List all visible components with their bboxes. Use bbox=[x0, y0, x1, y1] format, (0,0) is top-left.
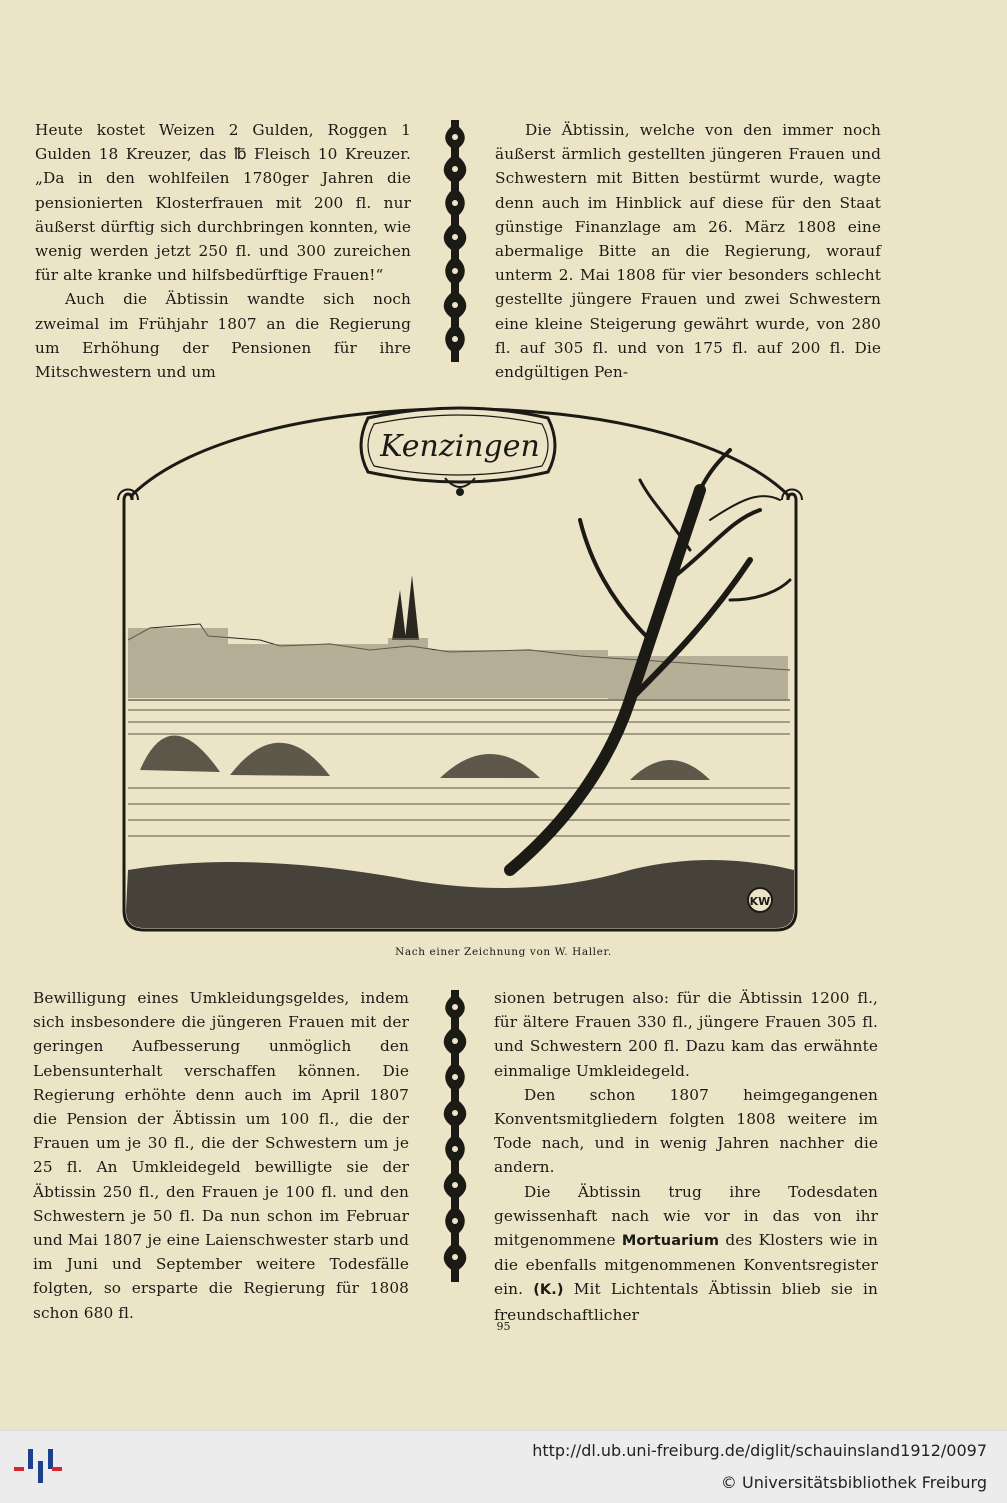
document-url-link[interactable]: http://dl.ub.uni-freiburg.de/diglit/schauinsland1912/0097 bbox=[532, 1441, 987, 1460]
artist-monogram: KW bbox=[749, 895, 771, 908]
page-number: 95 bbox=[496, 1320, 511, 1333]
text-column-top-left bbox=[35, 118, 411, 384]
kenzingen-illustration bbox=[110, 400, 810, 940]
illustration-caption: Nach einer Zeichnung von W. Haller. bbox=[395, 946, 612, 958]
text-column-bottom-right bbox=[494, 986, 878, 1327]
text-run: Mit Lichtentals Äbtissin blieb sie in freundschaftlicher bbox=[494, 1280, 878, 1324]
library-footer bbox=[0, 1430, 1007, 1503]
mortuarium-bold: Mortuarium bbox=[621, 1233, 720, 1250]
text-column-top-right bbox=[495, 118, 881, 384]
copyright-notice: © Universitätsbibliothek Freiburg bbox=[720, 1473, 987, 1492]
text-run: des Klosters wie in die ebenfalls mitgenommenen Konventsregister ein. bbox=[494, 1231, 878, 1299]
text-column-bottom-left bbox=[33, 986, 409, 1325]
vertical-ornament-top bbox=[438, 120, 472, 362]
paragraph: sionen betrugen also: für die Äbtissin 1200 fl., für ältere Frauen 330 fl., jüngere Frauen 305 fl. und Schwestern 200 fl. Dazu kam das erwähnte einmalige Umkleidegeld. bbox=[494, 989, 878, 1080]
vertical-ornament-bottom bbox=[438, 990, 472, 1282]
source-reference: (K.) bbox=[533, 1282, 564, 1299]
paragraph bbox=[494, 1180, 878, 1327]
paragraph: Den schon 1807 heimgegangenen Konventsmitgliedern folgten 1808 weitere im Tode nach, und in wenig Jahren nachher die andern. bbox=[494, 1085, 878, 1177]
paragraph: Die Äbtissin, welche von den immer noch äußerst ärmlich gestellten jüngeren Frauen und Schwestern mit Bitten bestürmt wurde, wagte denn auch im Hinblick auf diese für den Staat günstige Finanzlage am 26. März 1808 eine abermalige Bitte an die Regierung, worauf unterm 2. Mai 1808 für vier besonders schlecht gestellte jüngere Frauen und zwei Schwestern eine kleine Steigerung gewährt wurde, von 280 fl. auf 305 fl. und von 175 fl. auf 200 fl. Die endgültigen Pen- bbox=[495, 121, 881, 382]
illustration-title: Kenzingen bbox=[380, 429, 540, 464]
paragraph: Bewilligung eines Umkleidungsgeldes, indem sich insbesondere die jüngeren Frauen mit der geringen Aufbesserung unmöglich den Lebensunterhalt verschaffen können. Die Regierung erhöhte denn auch im April 1807 die Pension der Äbtissin um 100 fl., die der Frauen um je 30 fl., die der Schwestern um je 25 fl. An Umkleidegeld bewilligte sie der Äbtissin 250 fl., den Frauen je 100 fl. und den Schwestern je 50 fl. Da nun schon im Februar und Mai 1807 je eine Laienschwester starb und im Juni und September weitere Todesfälle folgten, so ersparte die Regierung für 1808 schon 680 fl. bbox=[33, 989, 409, 1322]
paragraph: Auch die Äbtissin wandte sich noch zweimal im Frühjahr 1807 an die Regierung um Erhöhung der Pensionen für ihre Mitschwestern und um bbox=[35, 290, 411, 382]
library-logo-icon bbox=[14, 1445, 62, 1487]
text-run: Die Äbtissin trug ihre Todesdaten gewissenhaft nach wie vor in das von ihr mitgenommene bbox=[494, 1182, 878, 1250]
paragraph: Heute kostet Weizen 2 Gulden, Roggen 1 Gulden 18 Kreuzer, das ℔ Fleisch 10 Kreuzer. „Da in den wohlfeilen 1780ger Jahren die pensionierten Klosterfrauen mit 200 fl. nur äußerst dürftig sich durchbringen konnten, wie wenig werden jetzt 250 fl. und 300 zureichen für alte kranke und hilfsbedürftige Frauen!“ bbox=[35, 121, 411, 285]
